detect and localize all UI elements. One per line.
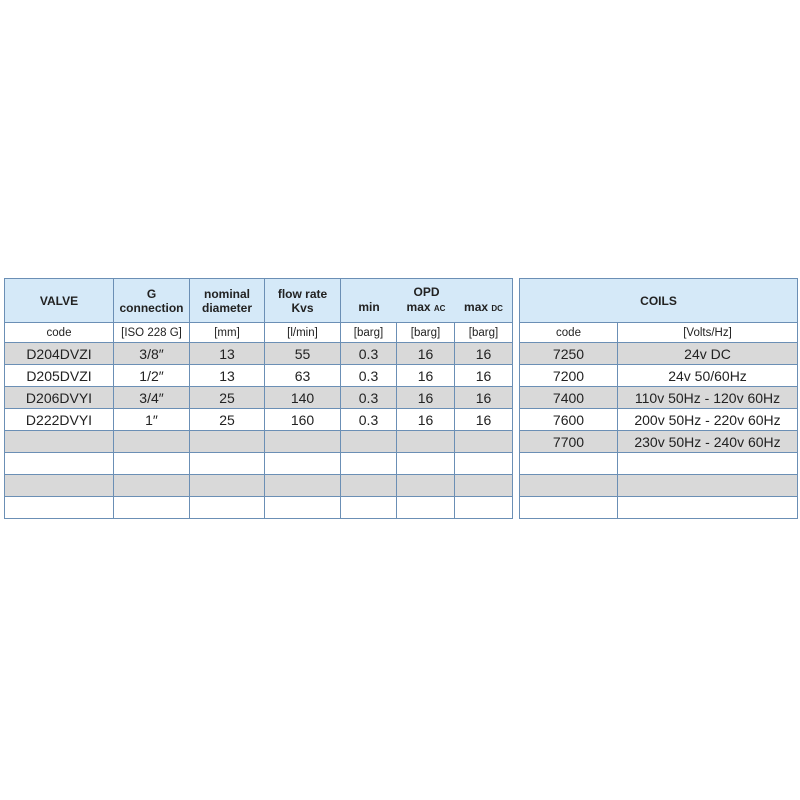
table-cell: D204DVZI bbox=[5, 343, 114, 365]
table-cell: 16 bbox=[455, 387, 513, 409]
table-cell bbox=[397, 497, 455, 519]
table-cell bbox=[341, 431, 397, 453]
table-cell bbox=[455, 431, 513, 453]
table-cell bbox=[265, 475, 341, 497]
unit-cell: [l/min] bbox=[265, 323, 341, 343]
table-cell: 16 bbox=[455, 343, 513, 365]
table-cell bbox=[265, 453, 341, 475]
table-cell: 0.3 bbox=[341, 409, 397, 431]
table-cell bbox=[520, 497, 618, 519]
table-cell: 16 bbox=[397, 365, 455, 387]
table-cell: 7700 bbox=[520, 431, 618, 453]
table-cell: 16 bbox=[455, 365, 513, 387]
table-cell: 16 bbox=[397, 387, 455, 409]
table-cell: 63 bbox=[265, 365, 341, 387]
nominal-diameter-header: nominal diameter bbox=[190, 279, 265, 323]
table-cell bbox=[618, 475, 798, 497]
table-cell: D222DVYI bbox=[5, 409, 114, 431]
table-cell: 160 bbox=[265, 409, 341, 431]
units-row bbox=[520, 323, 798, 343]
table-row bbox=[5, 343, 513, 365]
table-cell bbox=[190, 431, 265, 453]
unit-cell: [barg] bbox=[341, 323, 397, 343]
table-cell bbox=[397, 431, 455, 453]
table-cell: 13 bbox=[190, 343, 265, 365]
table-cell: 24v 50/60Hz bbox=[618, 365, 798, 387]
table-cell bbox=[265, 497, 341, 519]
table-cell: 1″ bbox=[114, 409, 190, 431]
table-cell: 0.3 bbox=[341, 343, 397, 365]
table-cell bbox=[397, 475, 455, 497]
table-row bbox=[5, 387, 513, 409]
table-cell: 0.3 bbox=[341, 387, 397, 409]
table-cell: 7600 bbox=[520, 409, 618, 431]
table-cell bbox=[114, 453, 190, 475]
table-cell: 200v 50Hz - 220v 60Hz bbox=[618, 409, 798, 431]
table-cell: 1/2″ bbox=[114, 365, 190, 387]
table-row bbox=[5, 475, 513, 497]
table-cell: 7200 bbox=[520, 365, 618, 387]
table-cell bbox=[520, 475, 618, 497]
table-cell: 16 bbox=[455, 409, 513, 431]
unit-cell: code bbox=[520, 323, 618, 343]
table-cell: 7400 bbox=[520, 387, 618, 409]
table-row bbox=[5, 497, 513, 519]
table-cell: 3/4″ bbox=[114, 387, 190, 409]
table-row bbox=[5, 431, 513, 453]
unit-cell: [barg] bbox=[455, 323, 513, 343]
table-cell bbox=[5, 453, 114, 475]
table-cell: 110v 50Hz - 120v 60Hz bbox=[618, 387, 798, 409]
coils-title: COILS bbox=[520, 279, 798, 323]
table-cell bbox=[618, 453, 798, 475]
table-cell bbox=[114, 497, 190, 519]
table-cell bbox=[5, 475, 114, 497]
table-cell: 3/8″ bbox=[114, 343, 190, 365]
table-row bbox=[520, 343, 798, 365]
table-cell: 25 bbox=[190, 409, 265, 431]
table-cell: 16 bbox=[397, 343, 455, 365]
table-cell: 0.3 bbox=[341, 365, 397, 387]
coils-table bbox=[519, 278, 798, 519]
unit-cell: [ISO 228 G] bbox=[114, 323, 190, 343]
table-row bbox=[520, 409, 798, 431]
table-cell: 25 bbox=[190, 387, 265, 409]
table-cell bbox=[455, 497, 513, 519]
table-row bbox=[520, 365, 798, 387]
table-row bbox=[5, 365, 513, 387]
table-cell: 55 bbox=[265, 343, 341, 365]
table-cell bbox=[397, 453, 455, 475]
table-cell: 230v 50Hz - 240v 60Hz bbox=[618, 431, 798, 453]
unit-cell: [barg] bbox=[397, 323, 455, 343]
table-cell bbox=[455, 453, 513, 475]
table-row bbox=[520, 431, 798, 453]
table-cell bbox=[455, 475, 513, 497]
table-cell: 13 bbox=[190, 365, 265, 387]
opd-header: OPD min max AC max DC bbox=[341, 279, 513, 323]
table-cell bbox=[265, 431, 341, 453]
table-row bbox=[520, 497, 798, 519]
table-cell bbox=[190, 497, 265, 519]
units-row bbox=[5, 323, 513, 343]
table-cell: 24v DC bbox=[618, 343, 798, 365]
table-cell bbox=[114, 475, 190, 497]
table-cell: 140 bbox=[265, 387, 341, 409]
table-cell bbox=[618, 497, 798, 519]
flow-rate-header: flow rate Kvs bbox=[265, 279, 341, 323]
table-row bbox=[520, 387, 798, 409]
table-cell bbox=[5, 431, 114, 453]
table-row bbox=[5, 453, 513, 475]
table-cell bbox=[114, 431, 190, 453]
table-cell bbox=[520, 453, 618, 475]
table-cell: 16 bbox=[397, 409, 455, 431]
table-cell bbox=[190, 453, 265, 475]
table-cell bbox=[5, 497, 114, 519]
valve-title: VALVE bbox=[5, 279, 114, 323]
table-cell: 7250 bbox=[520, 343, 618, 365]
table-cell bbox=[190, 475, 265, 497]
table-cell: D205DVZI bbox=[5, 365, 114, 387]
table-cell bbox=[341, 453, 397, 475]
table-cell bbox=[341, 497, 397, 519]
table-row bbox=[5, 409, 513, 431]
table-row bbox=[520, 453, 798, 475]
table-cell: D206DVYI bbox=[5, 387, 114, 409]
valve-table bbox=[4, 278, 513, 519]
table-row bbox=[520, 475, 798, 497]
unit-cell: code bbox=[5, 323, 114, 343]
unit-cell: [Volts/Hz] bbox=[618, 323, 798, 343]
unit-cell: [mm] bbox=[190, 323, 265, 343]
g-connection-header: G connection bbox=[114, 279, 190, 323]
table-cell bbox=[341, 475, 397, 497]
